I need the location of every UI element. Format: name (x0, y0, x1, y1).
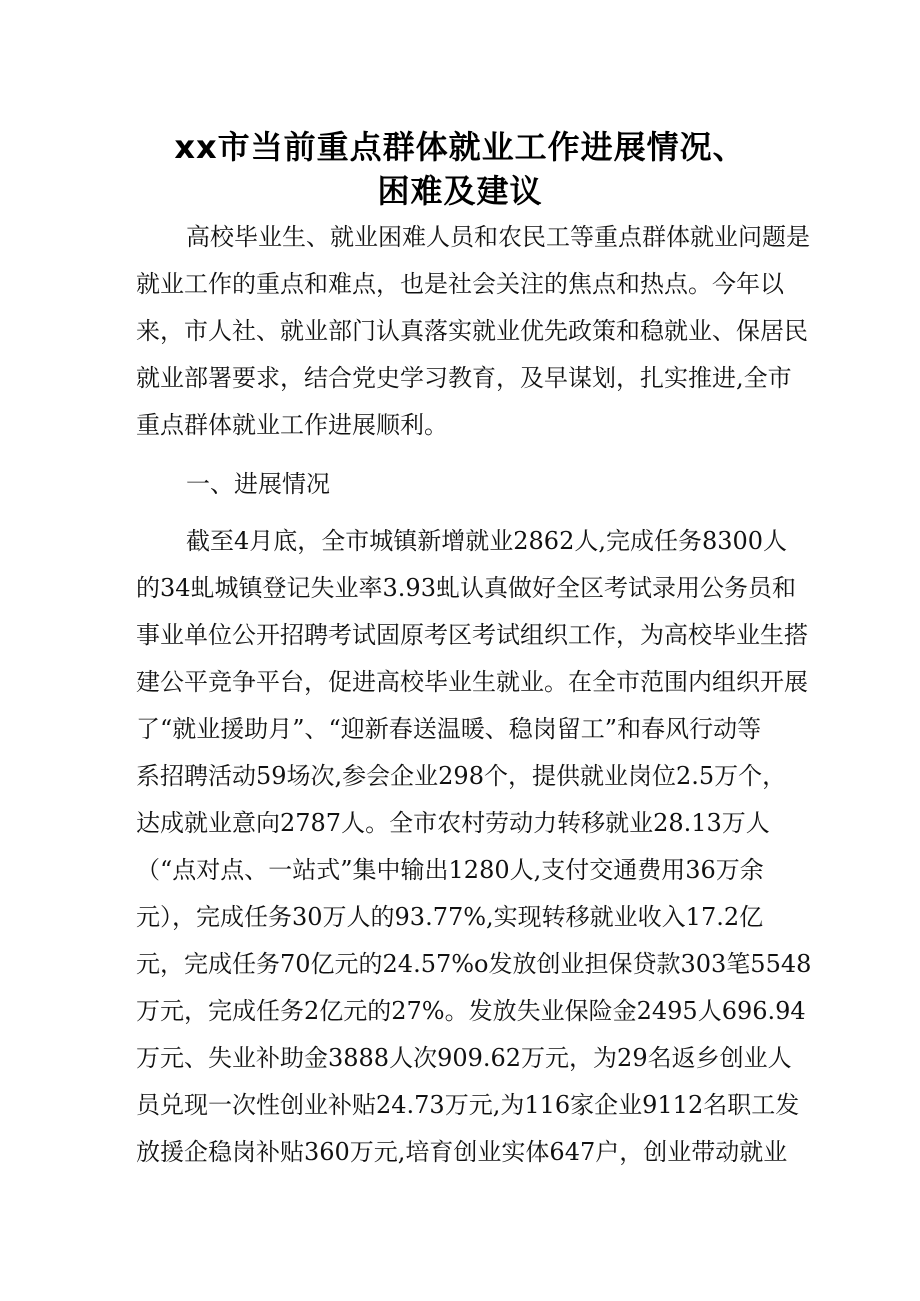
body-paragraph-line: 元），完成任务30万人的93.77%,实现转移就业收入17.2亿 (136, 903, 764, 931)
intro-paragraph-line: 就业部署要求，结合党史学习教育，及早谋划，扎实推进,全市 (136, 364, 792, 392)
body-paragraph-line: 放援企稳岗补贴360万元,培育创业实体647户，创业带动就业 (136, 1138, 788, 1166)
body-paragraph-line: 员兑现一次性创业补贴24.73万元,为116家企业9112名职工发 (136, 1091, 800, 1119)
body-paragraph-line: 万元，完成任务2亿元的27%。发放失业保险金2495人696.94 (136, 997, 806, 1025)
body-paragraph-line: 万元、失业补助金3888人次909.62万元，为29名返乡创业人 (136, 1044, 792, 1072)
body-paragraph-line: 了“就业援助月”、“迎新春送温暖、稳岗留工”和春风行动等 (136, 715, 762, 743)
body-paragraph-line: 元，完成任务70亿元的24.57%o发放创业担保贷款303笔5548 (136, 950, 812, 978)
body-paragraph-line: 事业单位公开招聘考试固原考区考试组织工作，为高校毕业生搭 (136, 621, 808, 649)
document-title-line-1: xx市当前重点群体就业工作进展情况、 (174, 128, 746, 166)
body-paragraph-line: 的34虬城镇登记失业率3.93虬认真做好全区考试录用公务员和 (136, 574, 796, 602)
intro-paragraph-line: 重点群体就业工作进展顺利。 (136, 411, 448, 439)
body-paragraph-line: （“点对点、一站式”集中输出1280人,支付交通费用36万余 (136, 856, 764, 884)
intro-paragraph-line: 就业工作的重点和难点，也是社会关注的焦点和热点。今年以 (136, 270, 784, 298)
body-paragraph-line: 达成就业意向2787人。全市农村劳动力转移就业28.13万人 (136, 809, 770, 837)
document-title-line-2: 困难及建议 (377, 172, 543, 210)
body-paragraph-line: 系招聘活动59场次,参会企业298个，提供就业岗位2.5万个， (136, 762, 787, 790)
body-paragraph-line: 建公平竞争平台，促进高校毕业生就业。在全市范围内组织开展 (136, 668, 808, 696)
intro-paragraph-line: 来，市人社、就业部门认真落实就业优先政策和稳就业、保居民 (136, 317, 808, 345)
intro-paragraph-line: 高校毕业生、就业困难人员和农民工等重点群体就业问题是 (186, 223, 810, 251)
body-paragraph-line: 截至4月底，全市城镇新增就业2862人,完成任务8300人 (186, 527, 788, 555)
section-heading: 一、进展情况 (186, 470, 330, 498)
